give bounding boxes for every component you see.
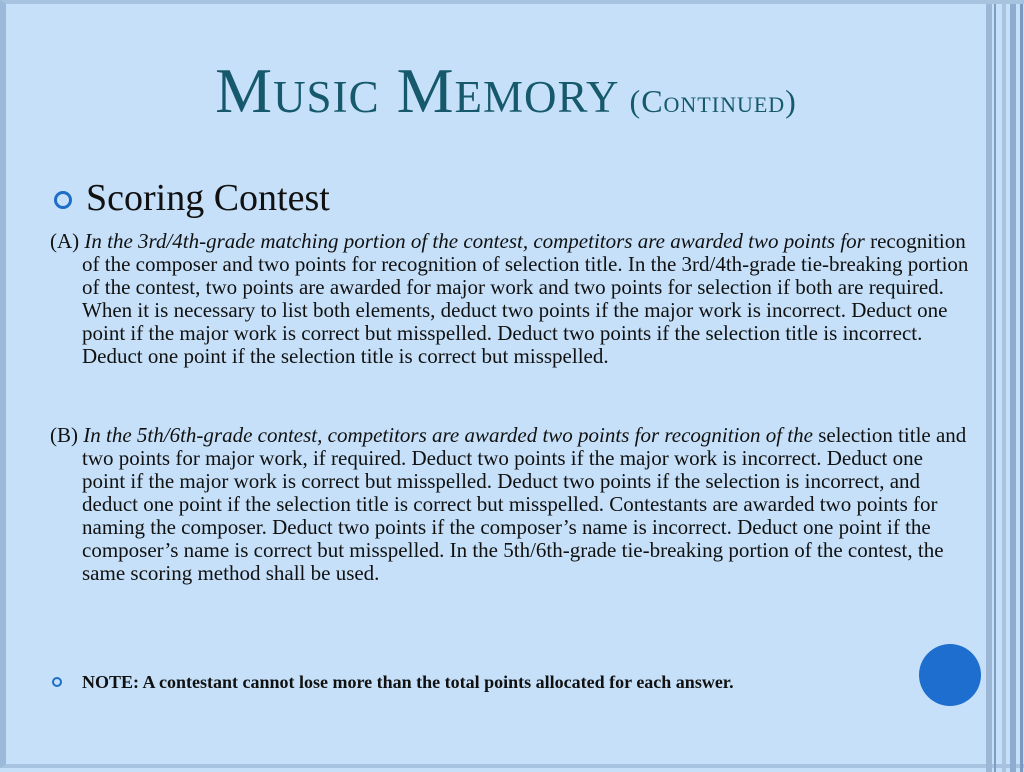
para-a-text: recognition of the composer and two points for recognition of selection title. In the 3rd/4th-grade tie-breaking portion of the contest, two points are awarded for major work and two points for selection if both are required. When it is necessary to list both elements, deduct two points if the major work is incorrect. Deduct one point if the major work is correct but misspelled. Deduct two points if the selection title is incorrect. Deduct one point if the selection title is correct but misspelled.: [82, 229, 969, 368]
note-text: NOTE: A contestant cannot lose more than the total points allocated for each answer.: [82, 672, 734, 692]
decorative-circle: [919, 644, 981, 706]
decorative-stripe: [1010, 4, 1016, 772]
note-bullet: [52, 672, 892, 692]
slide-title: [6, 56, 1006, 126]
bullet-ring-icon: [52, 677, 62, 687]
paragraph-a: [50, 230, 970, 368]
title-text: Music Memory: [215, 55, 620, 126]
decorative-stripe: [1020, 4, 1023, 772]
para-b-label: (B): [50, 423, 78, 447]
title-subtitle: (Continued): [629, 83, 797, 119]
paragraph-b: [50, 424, 970, 585]
para-b-text: selection title and two points for major work, if required. Deduct two points if the major work is incorrect. Deduct one point if the major work is correct but misspelled. Deduct two points if the selection is incorrect, and deduct one point if the selection title is correct but misspelled. Contestants are awarded two points for naming the composer. Deduct two points if the composer’s name is incorrect. Deduct one point if the composer’s name is correct but misspelled. In the 5th/6th-grade tie-breaking portion of the contest, the same scoring method shall be used.: [82, 423, 967, 585]
bullet-ring-icon: [54, 191, 72, 209]
para-b-italic: In the 5th/6th-grade contest, competitors are awarded two points for recognition of the: [83, 423, 813, 447]
para-a-label: (A): [50, 229, 80, 253]
heading-bullet: [54, 176, 330, 220]
para-a-italic: In the 3rd/4th-grade matching portion of the contest, competitors are awarded two points for: [84, 229, 865, 253]
section-heading: Scoring Contest: [86, 177, 330, 219]
